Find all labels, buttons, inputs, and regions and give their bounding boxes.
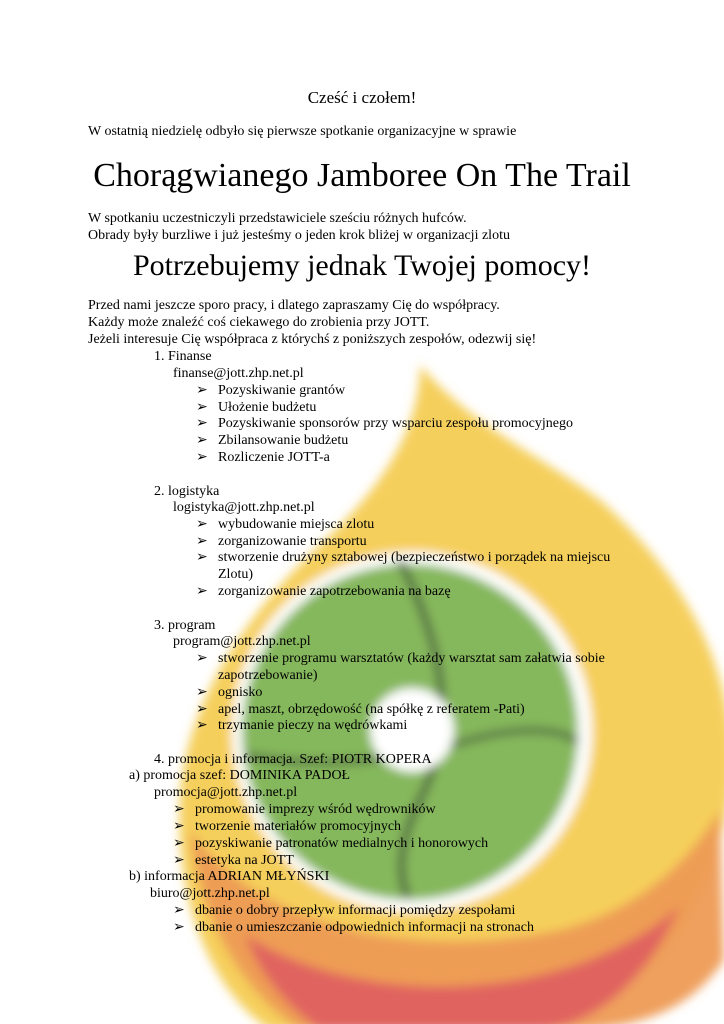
list-item-text: tworzenie materiałów promocyjnych [195, 819, 402, 834]
list-item [196, 550, 610, 566]
list-item [173, 819, 401, 835]
arrow-bullet-icon: ➢ [173, 836, 185, 851]
arrow-bullet-icon: ➢ [173, 819, 185, 834]
list-item-text: dbanie o umieszczanie odpowiednich informacji na stronach [195, 920, 534, 935]
list-item [173, 802, 436, 818]
arrow-bullet-icon: ➢ [196, 685, 208, 700]
arrow-bullet-icon: ➢ [196, 416, 208, 431]
arrow-bullet-icon: ➢ [173, 903, 185, 918]
meeting-line: Obrady były burzliwe i już jesteśmy o jeden krok bliżej w organizacji zlotu [88, 228, 510, 243]
arrow-bullet-icon: ➢ [196, 550, 208, 565]
list-item-text: stworzenie drużyny sztabowej (bezpieczeństwo i porządek na miejscu [218, 550, 611, 565]
list-item-text: promowanie imprezy wśród wędrowników [195, 802, 436, 817]
meeting-line: W spotkaniu uczestniczyli przedstawiciele sześciu różnych hufców. [88, 211, 467, 226]
arrow-bullet-icon: ➢ [196, 718, 208, 733]
team-email[interactable]: logistyka@jott.zhp.net.pl [173, 500, 315, 515]
arrow-bullet-icon: ➢ [196, 433, 208, 448]
list-item [196, 517, 374, 533]
call-line: Każdy może znaleźć coś ciekawego do zrobienia przy JOTT. [88, 315, 430, 330]
list-item-text: stworzenie programu warsztatów (każdy warsztat sam załatwia sobie [218, 651, 605, 666]
subteam-heading: b) informacja ADRIAN MŁYŃSKI [129, 869, 330, 884]
list-item [196, 685, 262, 701]
list-item [173, 836, 488, 852]
team-heading: 2. logistyka [154, 484, 220, 499]
call-to-action-title: Potrzebujemy jednak Twojej pomocy! [132, 249, 592, 282]
arrow-bullet-icon: ➢ [196, 702, 208, 717]
list-item-text: pozyskiwanie patronatów medialnych i honorowych [195, 836, 489, 851]
list-item [196, 651, 605, 667]
intro-paragraph: W ostatnią niedzielę odbyło się pierwsze spotkanie organizacyjne w sprawie [88, 124, 517, 139]
team-heading: 1. Finanse [154, 349, 212, 364]
list-item-text: Pozyskiwanie grantów [218, 383, 346, 398]
arrow-bullet-icon: ➢ [196, 651, 208, 666]
list-item-continuation: Zlotu) [218, 567, 253, 582]
list-item-text: Pozyskiwanie sponsorów przy wsparciu zespołu promocyjnego [218, 416, 573, 431]
list-item [196, 534, 367, 550]
list-item-text: wybudowanie miejsca zlotu [218, 517, 375, 532]
arrow-bullet-icon: ➢ [196, 450, 208, 465]
list-item [196, 450, 330, 466]
list-item-text: dbanie o dobry przepływ informacji pomiędzy zespołami [195, 903, 516, 918]
arrow-bullet-icon: ➢ [173, 853, 185, 868]
subteam-heading: a) promocja szef: DOMINIKA PADOŁ [129, 768, 351, 783]
team-heading: 3. program [154, 618, 216, 633]
list-item [196, 416, 573, 432]
list-item-text: apel, maszt, obrzędowość (na spółkę z referatem -Pati) [218, 702, 525, 717]
list-item-text: Rozliczenie JOTT-a [218, 450, 330, 465]
list-item [196, 702, 525, 718]
arrow-bullet-icon: ➢ [196, 517, 208, 532]
list-item [196, 400, 316, 416]
list-item [173, 853, 294, 869]
team-email[interactable]: program@jott.zhp.net.pl [173, 634, 311, 649]
list-item [173, 903, 515, 919]
list-item [196, 433, 348, 449]
list-item [173, 920, 534, 936]
team-heading: 4. promocja i informacja. Szef: PIOTR KOPERA [154, 752, 432, 767]
call-line: Jeżeli interesuje Cię współpraca z którychś z poniższych zespołów, odezwij się! [88, 332, 537, 347]
arrow-bullet-icon: ➢ [173, 920, 185, 935]
list-item [196, 718, 407, 734]
arrow-bullet-icon: ➢ [173, 802, 185, 817]
arrow-bullet-icon: ➢ [196, 534, 208, 549]
list-item [196, 584, 451, 600]
list-item-text: Ułożenie budżetu [218, 400, 317, 415]
list-item-text: Zbilansowanie budżetu [218, 433, 349, 448]
team-email[interactable]: promocja@jott.zhp.net.pl [154, 785, 298, 800]
call-line: Przed nami jeszcze sporo pracy, i dlatego zapraszamy Cię do współpracy. [88, 298, 500, 313]
event-title: Chorągwianego Jamboree On The Trail [93, 157, 631, 194]
arrow-bullet-icon: ➢ [196, 400, 208, 415]
team-email[interactable]: finanse@jott.zhp.net.pl [173, 366, 304, 381]
list-item-text: zorganizowanie transportu [218, 534, 367, 549]
greeting: Cześć i czołem! [307, 88, 417, 107]
team-email[interactable]: biuro@jott.zhp.net.pl [150, 886, 270, 901]
list-item-text: trzymanie pieczy na wędrówkami [218, 718, 408, 733]
list-item-text: estetyka na JOTT [195, 853, 294, 868]
list-item-text: ognisko [218, 685, 263, 700]
arrow-bullet-icon: ➢ [196, 584, 208, 599]
list-item-text: zorganizowanie zapotrzebowania na bazę [218, 584, 451, 599]
arrow-bullet-icon: ➢ [196, 383, 208, 398]
list-item [196, 383, 345, 399]
list-item-continuation: zapotrzebowanie) [218, 668, 318, 683]
